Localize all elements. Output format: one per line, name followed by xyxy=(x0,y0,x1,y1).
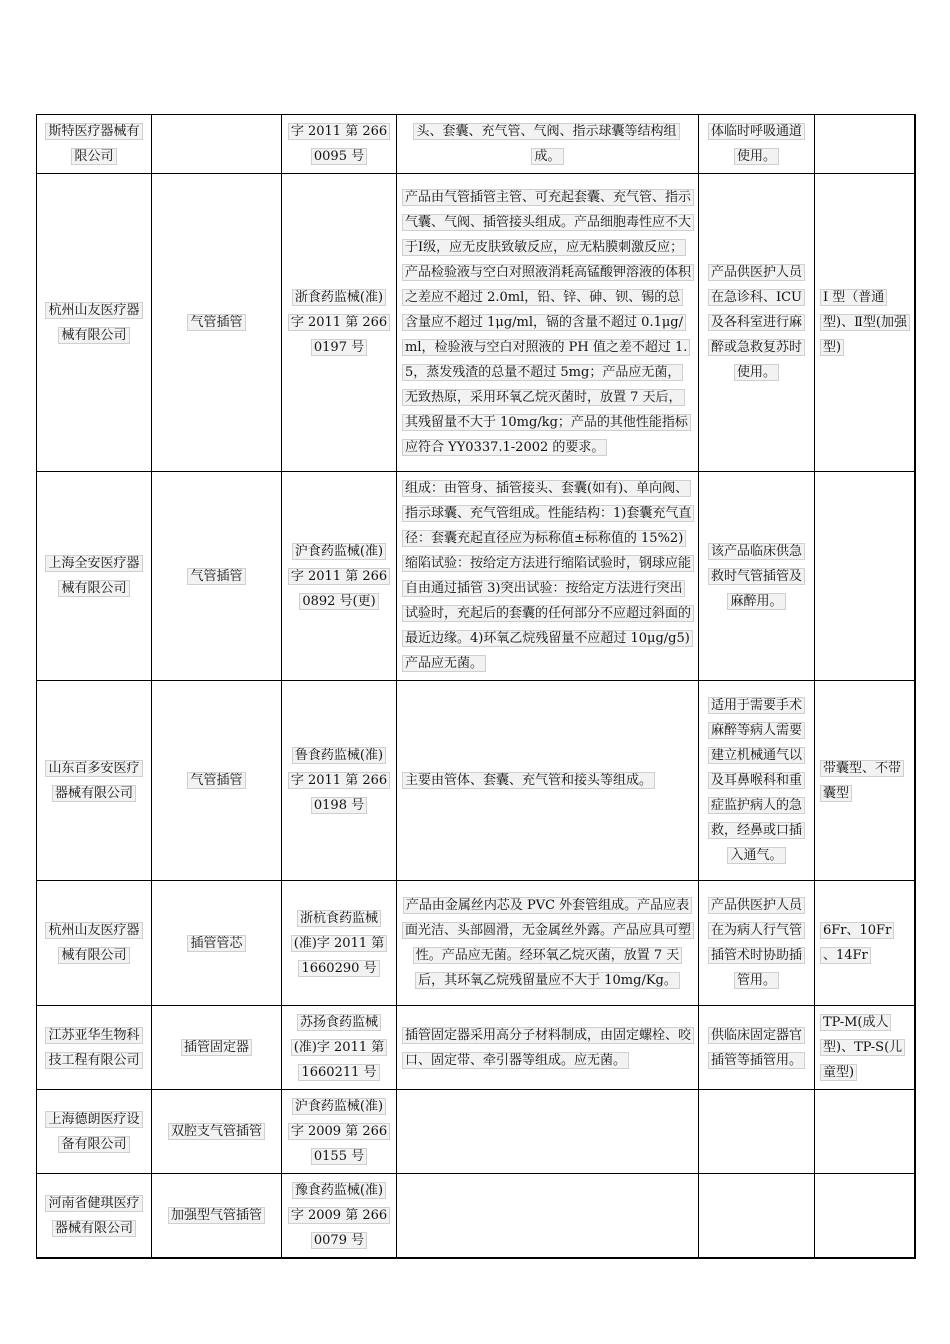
description-text: 产品由气管插管主管、可充起套囊、充气管、指示气囊、气阀、插管接头组成。产品细胞毒性应不大于Ⅰ级，应无皮肤致敏反应，应无粘膜刺激反应；产品检验液与空白对照液消耗高锰酸钾溶液的体积之差应不超过 2.0ml，铅、锌、砷、钡、锡的总含量应不超过 1μg/ml，镉的含量不超过 0.1μg/ml，检验液与空白对照液的 PH 值之差不超过 1.5，蒸发残渣的总量不超过 5mg；产品应无菌，无致热原，采用环氧乙烷灭菌时，放置 7 天后，其残留量不大于 10mg/kg；产品的其他性能指标应符合 YY0337.1-2002 的要求。 xyxy=(405,190,692,455)
model-cell xyxy=(815,1006,915,1090)
product-text: 插管固定器 xyxy=(183,1040,249,1055)
registration-cell xyxy=(282,115,397,174)
product-text: 气管插管 xyxy=(190,773,243,788)
model-text: Ⅰ 型（普通型)、Ⅱ型(加强型) xyxy=(823,290,907,355)
table-row xyxy=(37,1006,915,1090)
registration-cell xyxy=(282,1174,397,1259)
description-cell xyxy=(397,881,699,1006)
registration-table xyxy=(36,114,916,1259)
product-cell xyxy=(152,472,282,681)
registration-cell xyxy=(282,681,397,881)
registration-text: 浙食药监械(准)字 2011 第 2660197 号 xyxy=(290,290,388,355)
registration-cell xyxy=(282,472,397,681)
model-cell xyxy=(815,174,915,472)
table-row xyxy=(37,681,915,881)
description-cell xyxy=(397,1006,699,1090)
product-text: 插管管芯 xyxy=(190,935,243,951)
description-text: 产品由金属丝内芯及 PVC 外套管组成。产品应表面光洁、头部圆滑，无金属丝外露。产品应具可塑性。产品应无菌。经环氧乙烷灭菌，放置 7 天后，其环氧乙烷残留量应不大于 10mg/Kg。 xyxy=(405,898,692,988)
description-text: 组成：由管身、插管接头、套囊(如有)、单向阀、指示球囊、充气管组成。性能结构：1)套囊充气直径：套囊充起直径应为标称值±标称值的 15%2)缩陷试验：按给定方法进行缩陷试验时，钢球应能自由通过插管 3)突出试验：按给定方法进行突出试验时，充起后的套囊的任何部分不应超过斜面的最近边缘。4)环氧乙烷残留量不应超过 10μg/g5)产品应无菌。 xyxy=(405,481,692,671)
product-text: 加强型气管插管 xyxy=(170,1208,262,1223)
product-cell xyxy=(152,1006,282,1090)
use-text: 供临床固定器官插管等插管用。 xyxy=(710,1027,802,1068)
product-cell xyxy=(152,681,282,881)
company-text: 河南省健琪医疗器械有限公司 xyxy=(48,1195,140,1236)
use-cell xyxy=(699,1090,815,1174)
company-text: 上海德朗医疗设备有限公司 xyxy=(48,1111,140,1152)
company-cell xyxy=(37,174,152,472)
description-cell xyxy=(397,472,699,681)
company-text: 杭州山友医疗器械有限公司 xyxy=(48,923,140,963)
company-cell xyxy=(37,115,152,174)
model-text: 6Fr、10Fr 、14Fr xyxy=(823,923,892,963)
registration-cell xyxy=(282,1090,397,1174)
registration-text: 字 2011 第 2660095 号 xyxy=(290,124,388,164)
company-cell xyxy=(37,1090,152,1174)
product-text: 气管插管 xyxy=(190,315,243,330)
use-text: 产品供医护人员在急诊科、ICU 及各科室进行麻醉或急救复苏时使用。 xyxy=(710,265,803,380)
product-text: 双腔支气管插管 xyxy=(170,1124,262,1139)
table-row xyxy=(37,115,915,174)
registration-text: 浙杭食药监械(准)字 2011 第 1660290 号 xyxy=(293,910,385,976)
product-text: 气管插管 xyxy=(190,568,243,584)
product-cell xyxy=(152,881,282,1006)
registration-text: 沪食药监械(准)字 2009 第 2660155 号 xyxy=(290,1099,388,1164)
registration-cell xyxy=(282,1006,397,1090)
model-cell xyxy=(815,881,915,1006)
product-cell xyxy=(152,174,282,472)
use-cell xyxy=(699,1174,815,1259)
use-text: 产品供医护人员在为病人行气管插管术时协助插管用。 xyxy=(710,898,802,988)
registration-text: 鲁食药监械(准)字 2011 第 2660198 号 xyxy=(290,748,388,813)
use-cell xyxy=(699,472,815,681)
description-cell xyxy=(397,1174,699,1259)
company-cell xyxy=(37,881,152,1006)
description-text: 主要由管体、套囊、充气管和接头等组成。 xyxy=(405,773,653,788)
description-cell xyxy=(397,174,699,472)
description-text: 头、套囊、充气管、气阀、指示球囊等结构组成。 xyxy=(416,124,677,164)
table-row xyxy=(37,881,915,1006)
company-text: 杭州山友医疗器械有限公司 xyxy=(48,302,140,343)
table-row xyxy=(37,174,915,472)
company-text: 斯特医疗器械有限公司 xyxy=(48,124,140,164)
product-cell xyxy=(152,1174,282,1259)
table-row xyxy=(37,1174,915,1259)
description-text: 插管固定器采用高分子材料制成，由固定螺栓、咬口、固定带、牵引器等组成。应无菌。 xyxy=(405,1027,692,1068)
use-text: 适用于需要手术麻醉等病人需要建立机械通气以及耳鼻喉科和重症监护病人的急救，经鼻或口插入通气。 xyxy=(710,698,802,863)
registration-cell xyxy=(282,174,397,472)
model-text: 带囊型、不带囊型 xyxy=(823,760,902,801)
company-cell xyxy=(37,1006,152,1090)
use-cell xyxy=(699,1006,815,1090)
model-cell xyxy=(815,115,915,174)
registration-text: 苏扬食药监械(准)字 2011 第 1660211 号 xyxy=(293,1015,385,1080)
model-cell xyxy=(815,472,915,681)
company-text: 江苏亚华生物科技工程有限公司 xyxy=(48,1027,140,1068)
registration-text: 沪食药监械(准)字 2011 第 2660892 号(更) xyxy=(290,543,388,609)
company-text: 山东百多安医疗器械有限公司 xyxy=(48,760,140,801)
use-cell xyxy=(699,115,815,174)
use-text: 体临时呼吸通道使用。 xyxy=(710,124,802,164)
use-cell xyxy=(699,881,815,1006)
model-cell xyxy=(815,681,915,881)
model-cell xyxy=(815,1090,915,1174)
use-cell xyxy=(699,174,815,472)
company-cell xyxy=(37,1174,152,1259)
use-text: 该产品临床供急救时气管插管及麻醉用。 xyxy=(710,543,802,609)
registration-text: 豫食药监械(准)字 2009 第 2660079 号 xyxy=(290,1183,388,1248)
company-cell xyxy=(37,472,152,681)
product-cell xyxy=(152,115,282,174)
product-cell xyxy=(152,1090,282,1174)
table-row xyxy=(37,1090,915,1174)
company-cell xyxy=(37,681,152,881)
company-text: 上海全安医疗器械有限公司 xyxy=(48,556,140,596)
registration-cell xyxy=(282,881,397,1006)
description-cell xyxy=(397,115,699,174)
description-cell xyxy=(397,1090,699,1174)
model-cell xyxy=(815,1174,915,1259)
model-text: TP-M(成人型)、TP-S(儿童型) xyxy=(823,1015,903,1080)
description-cell xyxy=(397,681,699,881)
table-row xyxy=(37,472,915,681)
use-cell xyxy=(699,681,815,881)
